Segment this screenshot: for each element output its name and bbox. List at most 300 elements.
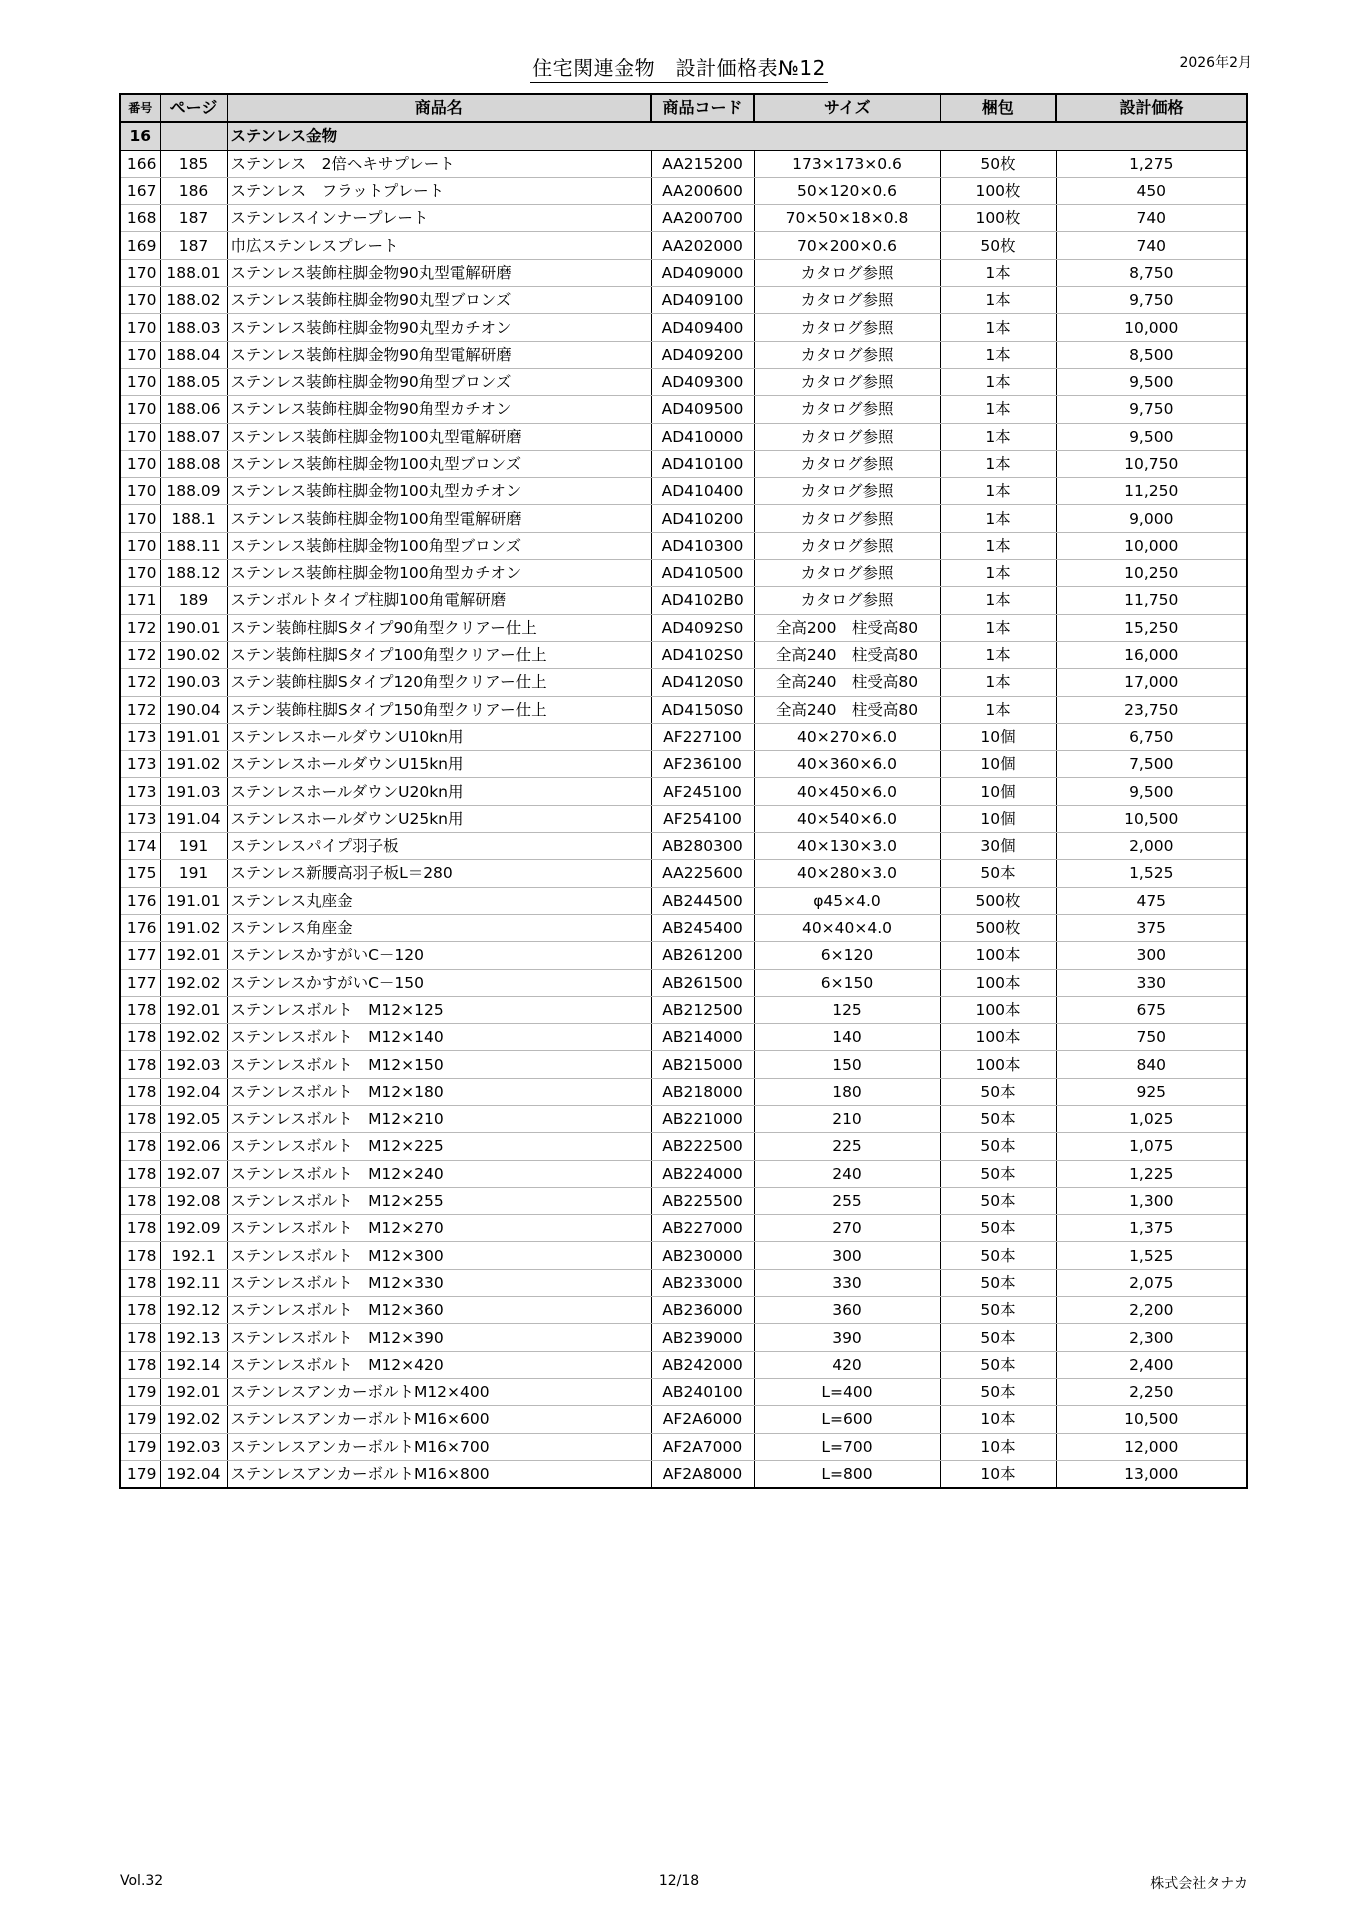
cell-number: 176 (120, 887, 160, 914)
cell-page: 189 (160, 587, 227, 614)
cell-number: 169 (120, 232, 160, 259)
cell-page: 188.09 (160, 478, 227, 505)
cell-product-code: AD409100 (651, 287, 754, 314)
cell-packing: 1本 (940, 450, 1056, 477)
cell-product-name: ステン装飾柱脚Sタイプ90角型クリアー仕上 (227, 614, 651, 641)
cell-number: 178 (120, 1351, 160, 1378)
cell-page: 186 (160, 177, 227, 204)
cell-packing: 10本 (940, 1433, 1056, 1460)
cell-product-code: AD409200 (651, 341, 754, 368)
cell-number: 170 (120, 287, 160, 314)
cell-price: 11,750 (1056, 587, 1247, 614)
cell-size: 70×50×18×0.8 (754, 205, 940, 232)
cell-product-name: ステンレスボルト M12×300 (227, 1242, 651, 1269)
cell-number: 173 (120, 751, 160, 778)
table-row (120, 396, 1247, 423)
cell-product-code: AA200600 (651, 177, 754, 204)
cell-product-code: AB280300 (651, 833, 754, 860)
cell-product-name: ステンレス装飾柱脚金物100角型カチオン (227, 560, 651, 587)
cell-packing: 1本 (940, 423, 1056, 450)
table-row (120, 478, 1247, 505)
cell-number: 177 (120, 969, 160, 996)
cell-product-code: AA225600 (651, 860, 754, 887)
cell-packing: 50本 (940, 1160, 1056, 1187)
cell-product-code: AB225500 (651, 1187, 754, 1214)
cell-price: 9,750 (1056, 396, 1247, 423)
cell-product-name: ステン装飾柱脚Sタイプ120角型クリアー仕上 (227, 669, 651, 696)
cell-product-name: ステンレス装飾柱脚金物90丸型ブロンズ (227, 287, 651, 314)
cell-price: 9,500 (1056, 423, 1247, 450)
cell-number: 170 (120, 478, 160, 505)
cell-price: 1,375 (1056, 1215, 1247, 1242)
cell-packing: 1本 (940, 478, 1056, 505)
cell-product-name: ステンレスボルト M12×210 (227, 1105, 651, 1132)
table-row (120, 914, 1247, 941)
cell-price: 16,000 (1056, 641, 1247, 668)
cell-size: 40×270×6.0 (754, 723, 940, 750)
cell-price: 2,400 (1056, 1351, 1247, 1378)
cell-page: 188.01 (160, 259, 227, 286)
cell-packing: 1本 (940, 641, 1056, 668)
cell-packing: 1本 (940, 532, 1056, 559)
table-row (120, 259, 1247, 286)
table-row (120, 205, 1247, 232)
cell-product-name: ステンレスボルト M12×180 (227, 1078, 651, 1105)
cell-packing: 50本 (940, 1242, 1056, 1269)
cell-product-name: ステンレス装飾柱脚金物90角型ブロンズ (227, 368, 651, 395)
cell-number: 178 (120, 1215, 160, 1242)
cell-size: 全高240 柱受高80 (754, 669, 940, 696)
cell-packing: 30個 (940, 833, 1056, 860)
cell-product-name: ステンレスホールダウンU10kn用 (227, 723, 651, 750)
cell-size: カタログ参照 (754, 560, 940, 587)
cell-packing: 50本 (940, 1378, 1056, 1405)
cell-price: 840 (1056, 1051, 1247, 1078)
cell-size: 390 (754, 1324, 940, 1351)
cell-price: 375 (1056, 914, 1247, 941)
cell-product-code: AD409400 (651, 314, 754, 341)
cell-size: カタログ参照 (754, 287, 940, 314)
cell-size: 240 (754, 1160, 940, 1187)
cell-product-name: ステンレスインナープレート (227, 205, 651, 232)
cell-product-name: ステンレス装飾柱脚金物100丸型電解研磨 (227, 423, 651, 450)
cell-packing: 100枚 (940, 177, 1056, 204)
cell-price: 1,075 (1056, 1133, 1247, 1160)
cell-size: 40×40×4.0 (754, 914, 940, 941)
cell-product-code: AA215200 (651, 150, 754, 177)
cell-product-name: ステンレスボルト M12×125 (227, 996, 651, 1023)
cell-price: 675 (1056, 996, 1247, 1023)
cell-product-code: AD410500 (651, 560, 754, 587)
cell-product-code: AB221000 (651, 1105, 754, 1132)
cell-product-code: AB261500 (651, 969, 754, 996)
cell-number: 177 (120, 942, 160, 969)
cell-price: 740 (1056, 232, 1247, 259)
cell-product-code: AD4102B0 (651, 587, 754, 614)
cell-number: 170 (120, 532, 160, 559)
cell-packing: 10本 (940, 1460, 1056, 1488)
cell-product-code: AD4120S0 (651, 669, 754, 696)
cell-page: 192.02 (160, 1024, 227, 1051)
document-title-text: 住宅関連金物 設計価格表№12 (530, 52, 828, 83)
cell-product-name: ステンレス装飾柱脚金物90丸型電解研磨 (227, 259, 651, 286)
cell-size: 50×120×0.6 (754, 177, 940, 204)
cell-product-code: AA202000 (651, 232, 754, 259)
cell-price: 9,500 (1056, 778, 1247, 805)
cell-product-code: AD409300 (651, 368, 754, 395)
cell-page: 188.1 (160, 505, 227, 532)
table-row (120, 614, 1247, 641)
cell-page: 188.07 (160, 423, 227, 450)
cell-product-code: AA200700 (651, 205, 754, 232)
cell-product-name: 巾広ステンレスプレート (227, 232, 651, 259)
cell-product-code: AF254100 (651, 805, 754, 832)
cell-price: 1,525 (1056, 1242, 1247, 1269)
column-header-price: 設計価格 (1056, 94, 1247, 122)
table-row (120, 1297, 1247, 1324)
cell-product-code: AD409500 (651, 396, 754, 423)
cell-product-name: ステン装飾柱脚Sタイプ150角型クリアー仕上 (227, 696, 651, 723)
cell-price: 13,000 (1056, 1460, 1247, 1488)
cell-price: 2,200 (1056, 1297, 1247, 1324)
cell-price: 17,000 (1056, 669, 1247, 696)
table-row (120, 669, 1247, 696)
cell-packing: 500枚 (940, 887, 1056, 914)
cell-product-code: AF2A6000 (651, 1406, 754, 1433)
cell-page: 188.03 (160, 314, 227, 341)
cell-product-code: AB240100 (651, 1378, 754, 1405)
table-row (120, 1242, 1247, 1269)
cell-product-name: ステンレス角座金 (227, 914, 651, 941)
cell-product-name: ステンレスボルト M12×140 (227, 1024, 651, 1051)
table-row (120, 1024, 1247, 1051)
cell-number: 172 (120, 614, 160, 641)
cell-page: 191.04 (160, 805, 227, 832)
cell-number: 178 (120, 1187, 160, 1214)
document-date: 2026年2月 (1179, 55, 1252, 71)
cell-price: 1,275 (1056, 150, 1247, 177)
cell-product-name: ステンレスアンカーボルトM16×700 (227, 1433, 651, 1460)
cell-page: 190.01 (160, 614, 227, 641)
cell-price: 10,750 (1056, 450, 1247, 477)
cell-product-name: ステンレスホールダウンU20kn用 (227, 778, 651, 805)
cell-price: 740 (1056, 205, 1247, 232)
cell-product-name: ステンレスかすがいC－120 (227, 942, 651, 969)
table-row (120, 505, 1247, 532)
cell-page: 191.02 (160, 751, 227, 778)
cell-price: 8,500 (1056, 341, 1247, 368)
table-row (120, 805, 1247, 832)
cell-size: カタログ参照 (754, 505, 940, 532)
cell-price: 450 (1056, 177, 1247, 204)
cell-price: 23,750 (1056, 696, 1247, 723)
table-row (120, 696, 1247, 723)
cell-number: 170 (120, 450, 160, 477)
cell-product-code: AD410300 (651, 532, 754, 559)
cell-product-name: ステンレスボルト M12×240 (227, 1160, 651, 1187)
cell-number: 179 (120, 1378, 160, 1405)
cell-product-name: ステンレスパイプ羽子板 (227, 833, 651, 860)
cell-page: 192.02 (160, 969, 227, 996)
cell-packing: 50本 (940, 1187, 1056, 1214)
column-header-size: サイズ (754, 94, 940, 122)
cell-packing: 50本 (940, 1351, 1056, 1378)
cell-page: 192.01 (160, 996, 227, 1023)
cell-page: 192.13 (160, 1324, 227, 1351)
cell-page: 188.04 (160, 341, 227, 368)
cell-size: L=400 (754, 1378, 940, 1405)
cell-number: 178 (120, 996, 160, 1023)
table-row (120, 1215, 1247, 1242)
cell-product-code: AF2A7000 (651, 1433, 754, 1460)
cell-price: 7,500 (1056, 751, 1247, 778)
cell-product-code: AD409000 (651, 259, 754, 286)
cell-page: 191 (160, 833, 227, 860)
table-header-row (120, 94, 1247, 122)
cell-product-name: ステンボルトタイプ柱脚100角電解研磨 (227, 587, 651, 614)
cell-page: 190.04 (160, 696, 227, 723)
cell-packing: 500枚 (940, 914, 1056, 941)
cell-size: 210 (754, 1105, 940, 1132)
cell-packing: 1本 (940, 396, 1056, 423)
cell-page: 190.03 (160, 669, 227, 696)
cell-size: 全高240 柱受高80 (754, 696, 940, 723)
column-header-product-code: 商品コード (651, 94, 754, 122)
table-row (120, 177, 1247, 204)
cell-packing: 1本 (940, 505, 1056, 532)
cell-product-code: AB242000 (651, 1351, 754, 1378)
cell-packing: 100本 (940, 1024, 1056, 1051)
cell-page: 188.06 (160, 396, 227, 423)
cell-price: 6,750 (1056, 723, 1247, 750)
cell-page: 192.14 (160, 1351, 227, 1378)
table-row (120, 1051, 1247, 1078)
cell-number: 172 (120, 696, 160, 723)
column-header-page: ページ (160, 94, 227, 122)
cell-size: 40×540×6.0 (754, 805, 940, 832)
cell-page: 188.05 (160, 368, 227, 395)
cell-number: 170 (120, 396, 160, 423)
cell-page: 192.03 (160, 1051, 227, 1078)
cell-packing: 1本 (940, 287, 1056, 314)
table-row (120, 1269, 1247, 1296)
cell-price: 9,500 (1056, 368, 1247, 395)
table-row (120, 860, 1247, 887)
cell-product-name: ステンレスアンカーボルトM16×600 (227, 1406, 651, 1433)
cell-packing: 10個 (940, 723, 1056, 750)
cell-product-code: AF227100 (651, 723, 754, 750)
cell-number: 178 (120, 1024, 160, 1051)
cell-number: 172 (120, 669, 160, 696)
table-row (120, 232, 1247, 259)
table-row (120, 833, 1247, 860)
cell-product-name: ステンレスボルト M12×255 (227, 1187, 651, 1214)
cell-product-code: AD4092S0 (651, 614, 754, 641)
cell-product-code: AD410100 (651, 450, 754, 477)
cell-number: 178 (120, 1242, 160, 1269)
cell-price: 2,300 (1056, 1324, 1247, 1351)
table-row (120, 1160, 1247, 1187)
cell-number: 179 (120, 1406, 160, 1433)
column-header-number: 番号 (120, 94, 160, 122)
cell-price: 8,750 (1056, 259, 1247, 286)
cell-page: 187 (160, 205, 227, 232)
cell-number: 173 (120, 723, 160, 750)
cell-size: 225 (754, 1133, 940, 1160)
cell-packing: 1本 (940, 669, 1056, 696)
table-row (120, 723, 1247, 750)
cell-price: 15,250 (1056, 614, 1247, 641)
cell-product-name: ステンレス装飾柱脚金物100角型電解研磨 (227, 505, 651, 532)
cell-size: 6×150 (754, 969, 940, 996)
cell-product-code: AD410400 (651, 478, 754, 505)
cell-product-code: AF236100 (651, 751, 754, 778)
section-row (120, 122, 1247, 150)
cell-product-name: ステンレスかすがいC－150 (227, 969, 651, 996)
cell-product-code: AB215000 (651, 1051, 754, 1078)
table-row (120, 1460, 1247, 1488)
cell-number: 170 (120, 368, 160, 395)
cell-page: 191 (160, 860, 227, 887)
cell-number: 173 (120, 805, 160, 832)
cell-page: 192.06 (160, 1133, 227, 1160)
cell-size: カタログ参照 (754, 532, 940, 559)
section-number: 16 (120, 122, 160, 150)
cell-price: 300 (1056, 942, 1247, 969)
table-row (120, 1187, 1247, 1214)
cell-price: 1,225 (1056, 1160, 1247, 1187)
cell-product-name: ステンレス装飾柱脚金物100丸型ブロンズ (227, 450, 651, 477)
cell-size: 125 (754, 996, 940, 1023)
cell-packing: 50枚 (940, 232, 1056, 259)
cell-packing: 1本 (940, 341, 1056, 368)
cell-page: 192.1 (160, 1242, 227, 1269)
cell-price: 1,300 (1056, 1187, 1247, 1214)
cell-page: 191.01 (160, 887, 227, 914)
table-row (120, 1378, 1247, 1405)
cell-price: 475 (1056, 887, 1247, 914)
cell-product-name: ステンレスホールダウンU25kn用 (227, 805, 651, 832)
cell-packing: 1本 (940, 259, 1056, 286)
cell-product-name: ステン装飾柱脚Sタイプ100角型クリアー仕上 (227, 641, 651, 668)
table-row (120, 1351, 1247, 1378)
cell-page: 192.04 (160, 1460, 227, 1488)
cell-size: 360 (754, 1297, 940, 1324)
cell-packing: 10個 (940, 778, 1056, 805)
cell-product-code: AD410200 (651, 505, 754, 532)
cell-product-name: ステンレスボルト M12×420 (227, 1351, 651, 1378)
table-body (120, 122, 1247, 1488)
cell-product-code: AB214000 (651, 1024, 754, 1051)
cell-product-name: ステンレスボルト M12×225 (227, 1133, 651, 1160)
cell-page: 192.12 (160, 1297, 227, 1324)
cell-size: 40×280×3.0 (754, 860, 940, 887)
cell-number: 170 (120, 259, 160, 286)
cell-page: 191.01 (160, 723, 227, 750)
cell-packing: 100本 (940, 996, 1056, 1023)
cell-size: カタログ参照 (754, 368, 940, 395)
cell-number: 171 (120, 587, 160, 614)
cell-size: カタログ参照 (754, 478, 940, 505)
cell-number: 170 (120, 423, 160, 450)
cell-page: 192.05 (160, 1105, 227, 1132)
cell-size: カタログ参照 (754, 423, 940, 450)
cell-number: 178 (120, 1078, 160, 1105)
cell-price: 1,525 (1056, 860, 1247, 887)
cell-product-name: ステンレス装飾柱脚金物90丸型カチオン (227, 314, 651, 341)
cell-size: 330 (754, 1269, 940, 1296)
cell-number: 179 (120, 1460, 160, 1488)
cell-number: 170 (120, 341, 160, 368)
table-row (120, 1078, 1247, 1105)
cell-product-code: AB218000 (651, 1078, 754, 1105)
cell-number: 178 (120, 1051, 160, 1078)
cell-product-name: ステンレスボルト M12×150 (227, 1051, 651, 1078)
cell-size: 40×360×6.0 (754, 751, 940, 778)
cell-number: 175 (120, 860, 160, 887)
cell-number: 178 (120, 1133, 160, 1160)
cell-product-code: AD410000 (651, 423, 754, 450)
cell-size: 全高240 柱受高80 (754, 641, 940, 668)
cell-product-name: ステンレス丸座金 (227, 887, 651, 914)
cell-number: 170 (120, 560, 160, 587)
cell-page: 192.11 (160, 1269, 227, 1296)
cell-page: 192.09 (160, 1215, 227, 1242)
table-row (120, 1133, 1247, 1160)
cell-packing: 50本 (940, 1324, 1056, 1351)
cell-number: 178 (120, 1105, 160, 1132)
table-row (120, 641, 1247, 668)
cell-number: 170 (120, 505, 160, 532)
table-row (120, 751, 1247, 778)
cell-size: 140 (754, 1024, 940, 1051)
cell-page: 188.02 (160, 287, 227, 314)
cell-page: 191.02 (160, 914, 227, 941)
cell-product-name: ステンレスアンカーボルトM16×800 (227, 1460, 651, 1488)
cell-packing: 50本 (940, 1297, 1056, 1324)
cell-size: 270 (754, 1215, 940, 1242)
cell-product-code: AB212500 (651, 996, 754, 1023)
cell-size: 173×173×0.6 (754, 150, 940, 177)
section-page-cell (160, 122, 227, 150)
cell-size: 全高200 柱受高80 (754, 614, 940, 641)
cell-packing: 10個 (940, 805, 1056, 832)
cell-page: 192.04 (160, 1078, 227, 1105)
cell-size: 40×450×6.0 (754, 778, 940, 805)
cell-number: 179 (120, 1433, 160, 1460)
cell-packing: 50枚 (940, 150, 1056, 177)
cell-packing: 100本 (940, 942, 1056, 969)
cell-page: 192.07 (160, 1160, 227, 1187)
cell-product-code: AB222500 (651, 1133, 754, 1160)
table-row (120, 1324, 1247, 1351)
cell-packing: 50本 (940, 1215, 1056, 1242)
footer-company: 株式会社タナカ (1150, 1876, 1248, 1892)
cell-page: 185 (160, 150, 227, 177)
cell-number: 170 (120, 314, 160, 341)
cell-product-code: AD4102S0 (651, 641, 754, 668)
cell-number: 178 (120, 1269, 160, 1296)
cell-number: 178 (120, 1160, 160, 1187)
cell-packing: 1本 (940, 314, 1056, 341)
table-row (120, 314, 1247, 341)
table-row (120, 368, 1247, 395)
table-row (120, 1105, 1247, 1132)
column-header-packing: 梱包 (940, 94, 1056, 122)
cell-size: L=800 (754, 1460, 940, 1488)
table-row (120, 150, 1247, 177)
cell-size: 6×120 (754, 942, 940, 969)
